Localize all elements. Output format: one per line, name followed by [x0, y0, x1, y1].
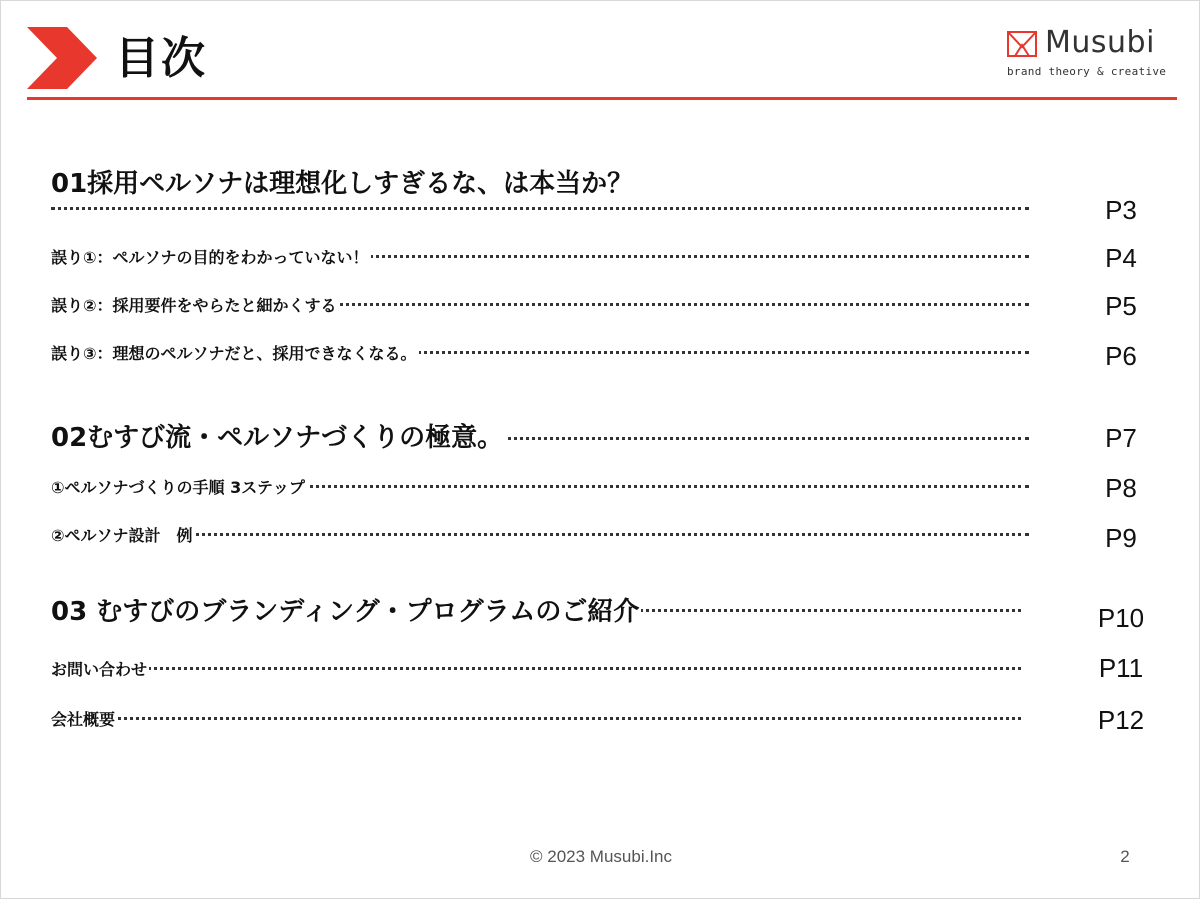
toc-entry[interactable]	[51, 237, 1151, 277]
toc-entry-page: P11	[1098, 653, 1144, 683]
brand-logo	[1005, 25, 1177, 81]
toc-entry-label: ②ペルソナ設計 例	[51, 526, 193, 545]
toc-entry-label: 会社概要	[51, 710, 116, 729]
toc-dot-leader	[51, 667, 1021, 670]
toc-entry-page: P8	[1105, 473, 1137, 503]
toc-entry-page: P7	[1105, 423, 1137, 453]
toc-dot-leader	[51, 717, 1021, 720]
toc-dot-leader	[51, 207, 1029, 210]
toc-entry-label: 03 むすびのブランディング・プログラムのご紹介	[51, 597, 640, 627]
toc-entry[interactable]	[51, 699, 1151, 739]
toc-entry-page: P12	[1097, 705, 1145, 735]
toc-entry-page: P3	[1105, 195, 1137, 225]
toc-entry-label: 誤り③：理想のペルソナだと、採用できなくなる。	[51, 344, 417, 363]
toc-dot-leader	[51, 533, 1029, 536]
toc-entry-label: 01採用ペルソナは理想化しすぎるな、は本当か？	[51, 169, 634, 199]
toc-entry-label: お問い合わせ	[51, 660, 148, 679]
toc-entry-page: P4	[1105, 243, 1137, 273]
toc-entry[interactable]	[51, 417, 1151, 457]
toc-entry[interactable]	[51, 591, 1151, 631]
toc-entry-label: ①ペルソナづくりの手順 3ステップ	[51, 478, 305, 497]
toc-entry-page: P9	[1105, 523, 1137, 553]
toc-entry-page: P5	[1105, 291, 1137, 321]
toc-entry[interactable]	[51, 515, 1151, 555]
toc-entry-label: 誤り①：ペルソナの目的をわかっていない！	[51, 248, 369, 267]
toc-entry-page: P6	[1105, 341, 1137, 371]
logo-tagline: brand theory & creative	[1007, 65, 1167, 78]
page-title: 目次	[115, 33, 207, 84]
title-divider	[27, 97, 1177, 100]
toc-entry-label: 02むすび流・ペルソナづくりの極意。	[51, 423, 504, 453]
toc-entry-label: 誤り②：採用要件をやらたと細かくする	[51, 296, 337, 315]
toc-entry[interactable]	[51, 285, 1151, 325]
chevron-arrow-icon	[27, 27, 97, 89]
toc-entry[interactable]	[51, 333, 1151, 373]
musubi-m-logo-icon	[1007, 31, 1037, 57]
toc-entry[interactable]	[51, 467, 1151, 507]
toc-entry-page: P10	[1097, 603, 1145, 633]
footer-copyright: © 2023 Musubi.Inc	[530, 847, 672, 866]
logo-wordmark: Musubi	[1045, 25, 1155, 60]
toc-entry[interactable]	[51, 163, 1151, 225]
footer-page-number: 2	[1120, 847, 1130, 866]
toc-entry[interactable]	[51, 649, 1151, 689]
